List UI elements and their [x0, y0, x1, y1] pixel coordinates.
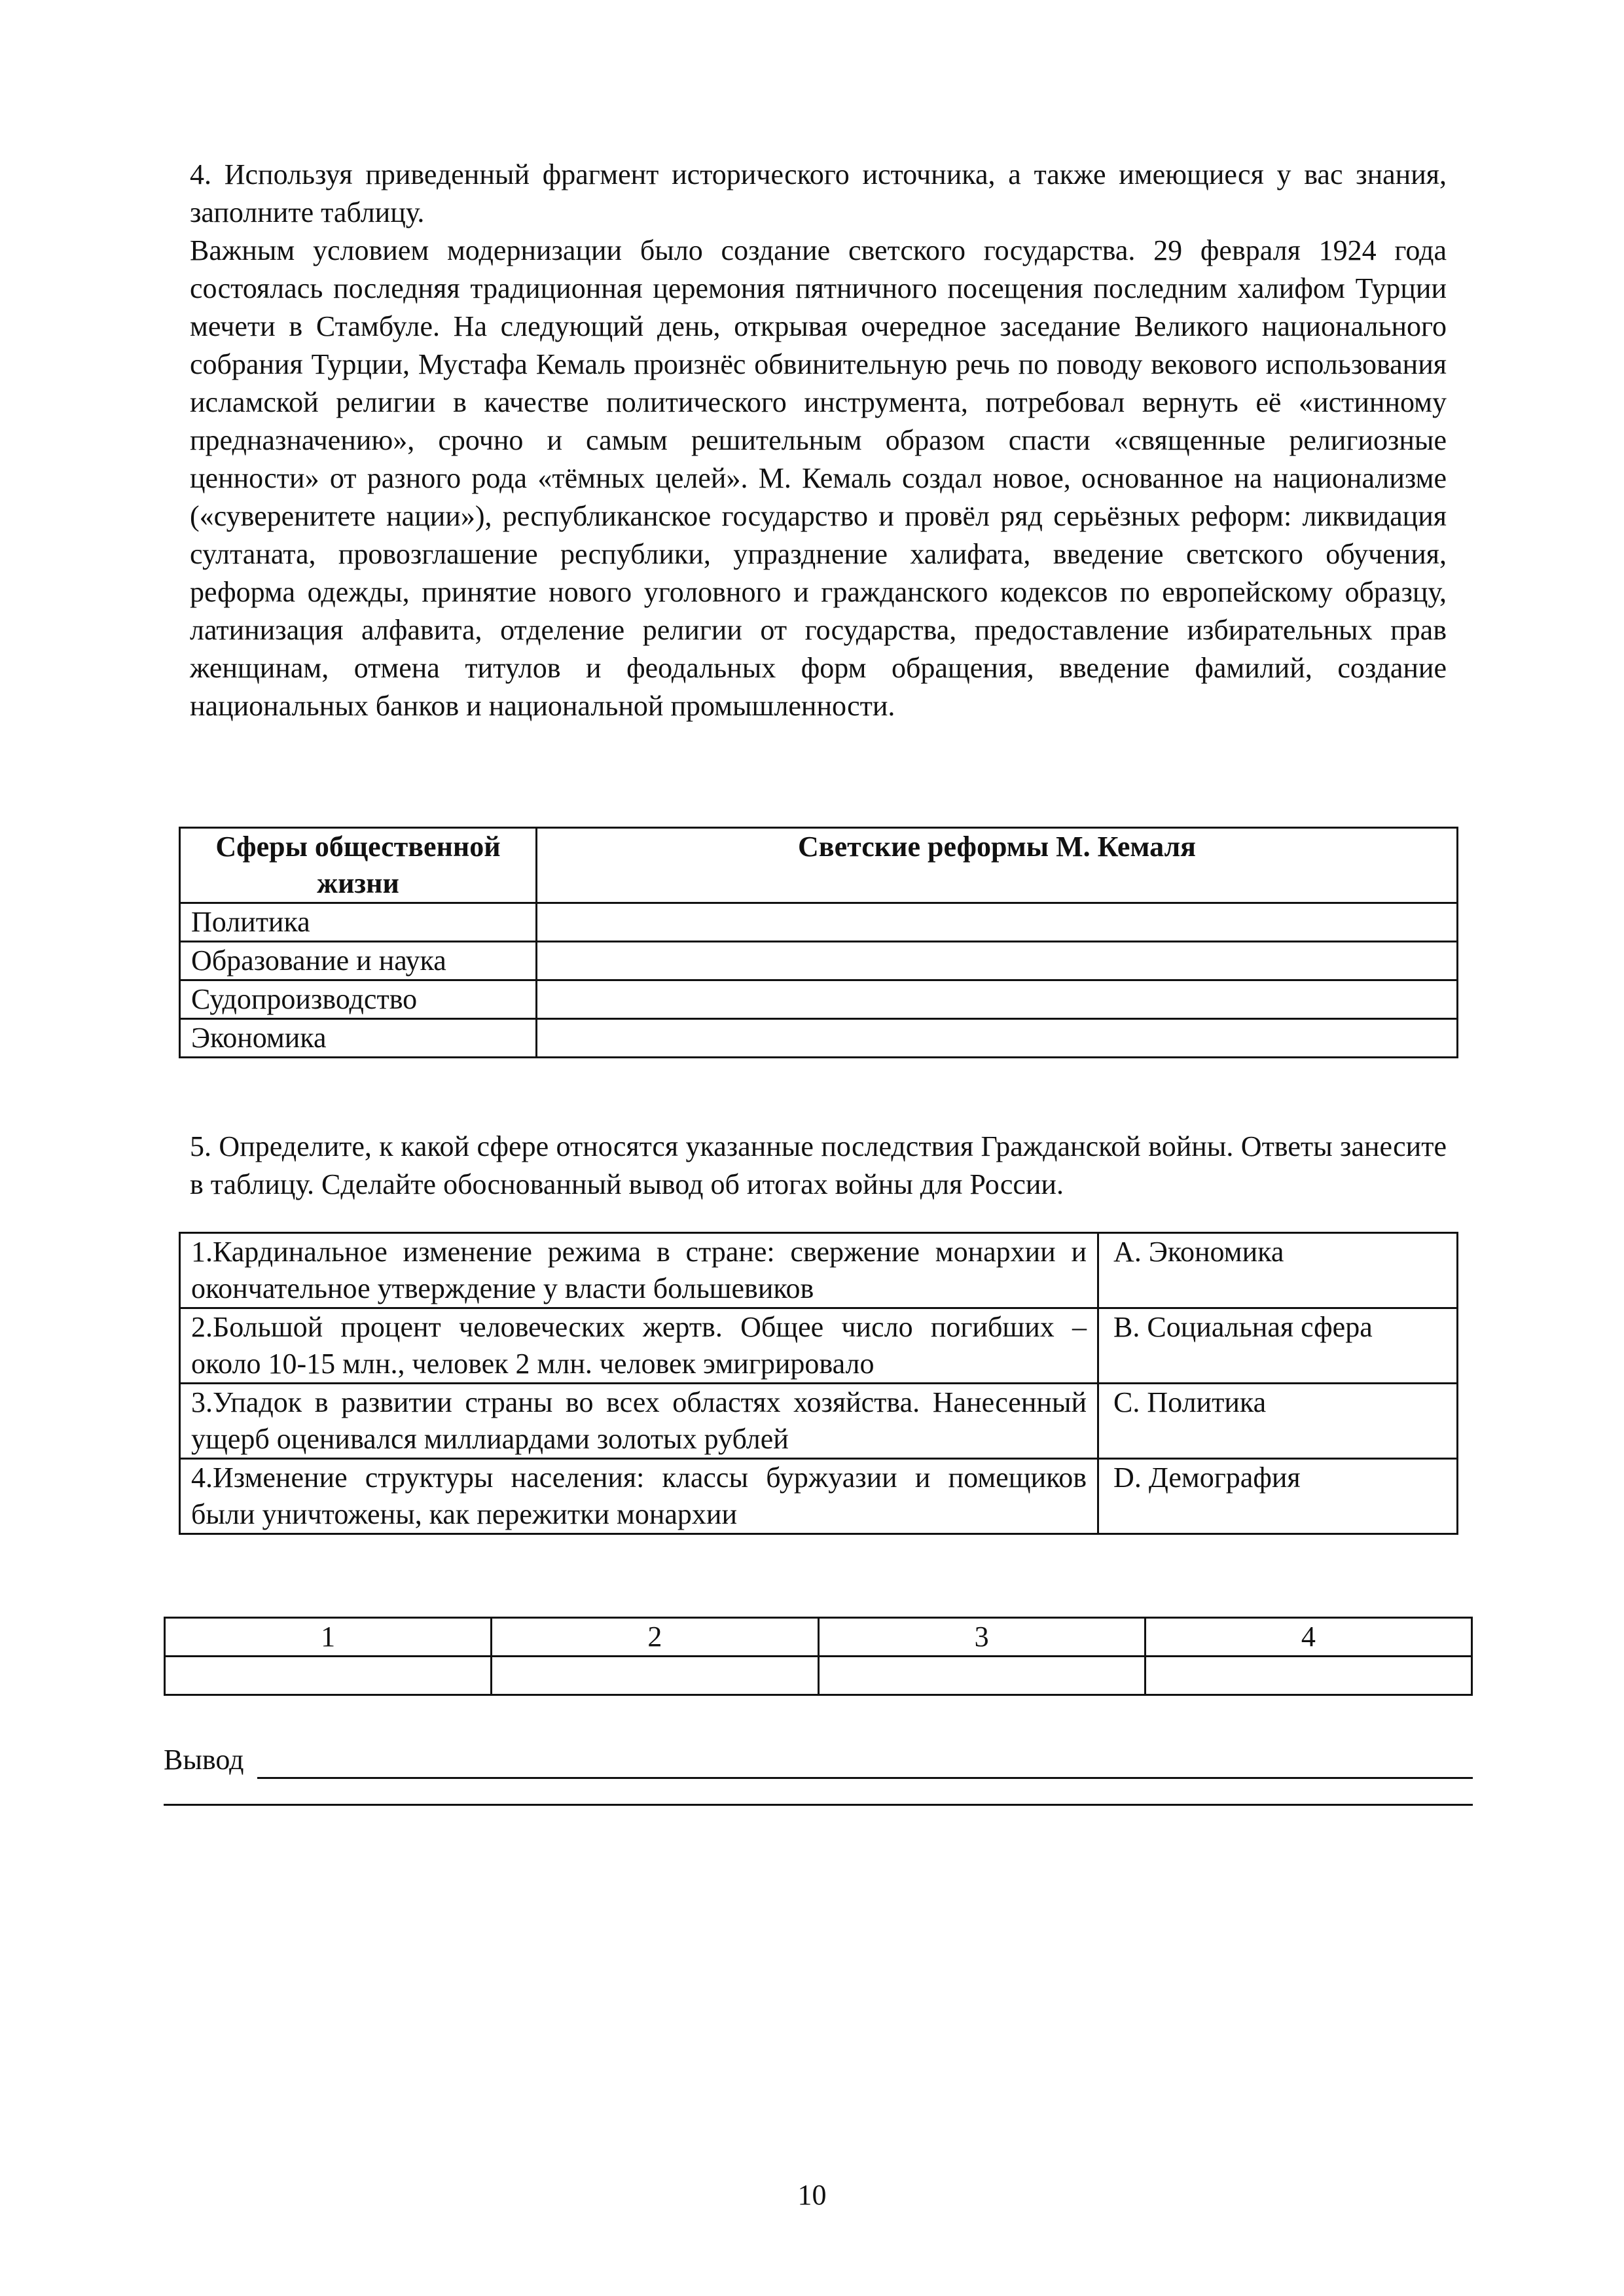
- task4-block: [190, 156, 1447, 725]
- sphere-option-cell: D. Демография: [1098, 1459, 1458, 1534]
- answer-cell[interactable]: [1145, 1657, 1471, 1695]
- consequences-table: [179, 1232, 1458, 1535]
- table-row: [180, 1233, 1458, 1308]
- reforms-table-header: [180, 828, 1458, 903]
- sphere-option-cell: A. Экономика: [1098, 1233, 1458, 1308]
- reforms-answer-cell[interactable]: [537, 942, 1458, 980]
- reforms-table: [179, 827, 1458, 1058]
- answer-header-cell: 3: [818, 1618, 1145, 1657]
- table-row: [180, 980, 1458, 1019]
- consequence-cell: 4.Изменение структуры населения: классы буржуазии и помещиков были уничтожены, как пережитки монархии: [180, 1459, 1098, 1534]
- conclusion-row: [164, 1741, 1473, 1779]
- reforms-answer-cell[interactable]: [537, 903, 1458, 942]
- task4-source-text: Важным условием модернизации было создание светского государства. 29 февраля 1924 года состоялась последняя традиционная церемония пятничного посещения последним халифом Турции мечети в Стамбуле. На следующий день, открывая очередное заседание Великого национального собрания Турции, Мустафа Кемаль произнёс обвинительную речь по поводу векового использования исламской религии в качестве политического инструмента, потребовал вернуть её «истинному предназначению», срочно и самым решительным образом спасти «священные религиозные ценности» от разного рода «тёмных целей». М. Кемаль создал новое, основанное на национализме («суверенитете нации»), республиканское государство и провёл ряд серьёзных реформ: ликвидация султаната, провозглашение республики, упразднение халифата, введение светского обучения, реформа одежды, принятие нового уголовного и гражданского кодексов по европейскому образцу, латинизация алфавита, отделение религии от государства, предоставление избирательных прав женщинам, отмена титулов и феодальных форм обращения, введение фамилий, создание национальных банков и национальной промышленности.: [190, 234, 1447, 722]
- consequence-cell: 2.Большой процент человеческих жертв. Общее число погибших – около 10-15 млн., человек 2 млн. человек эмигрировало: [180, 1308, 1098, 1384]
- conclusion-line[interactable]: [164, 1797, 1473, 1806]
- sphere-option-cell: B. Социальная сфера: [1098, 1308, 1458, 1384]
- task4-question: 4. Используя приведенный фрагмент исторического источника, а также имеющиеся у вас знания, заполните таблицу.: [190, 158, 1447, 228]
- conclusion-label: Вывод: [164, 1744, 244, 1776]
- page-number: 10: [797, 2179, 827, 2211]
- consequence-cell: 3.Упадок в развитии страны во всех областях хозяйства. Нанесенный ущерб оценивался миллиардами золотых рублей: [180, 1384, 1098, 1459]
- table-row: [180, 1459, 1458, 1534]
- sphere-cell: Политика: [180, 903, 537, 942]
- reforms-answer-cell[interactable]: [537, 980, 1458, 1019]
- answer-header-cell: 1: [165, 1618, 492, 1657]
- answer-header-cell: 4: [1145, 1618, 1471, 1657]
- task5-question: 5. Определите, к какой сфере относятся указанные последствия Гражданской войны. Ответы занесите в таблицу. Сделайте обоснованный вывод об итогах войны для России.: [190, 1130, 1447, 1200]
- header-reforms: Светские реформы М. Кемаля: [537, 828, 1458, 903]
- consequence-cell: 1.Кардинальное изменение режима в стране: свержение монархии и окончательное утверждение у власти большевиков: [180, 1233, 1098, 1308]
- answer-cell[interactable]: [492, 1657, 818, 1695]
- answer-header-row: [165, 1618, 1472, 1657]
- answer-cell[interactable]: [165, 1657, 492, 1695]
- conclusion-line[interactable]: [257, 1748, 1473, 1779]
- sphere-cell: Судопроизводство: [180, 980, 537, 1019]
- table-row: [180, 1308, 1458, 1384]
- header-sphere: Сферы общественной жизни: [180, 828, 537, 903]
- sphere-option-cell: C. Политика: [1098, 1384, 1458, 1459]
- answer-cell[interactable]: [818, 1657, 1145, 1695]
- answer-row: [165, 1657, 1472, 1695]
- table-row: [180, 1019, 1458, 1058]
- table-row: [180, 1384, 1458, 1459]
- answer-header-cell: 2: [492, 1618, 818, 1657]
- sphere-cell: Экономика: [180, 1019, 537, 1058]
- conclusion-section: [164, 1741, 1473, 1806]
- sphere-cell: Образование и наука: [180, 942, 537, 980]
- table-row: [180, 942, 1458, 980]
- reforms-answer-cell[interactable]: [537, 1019, 1458, 1058]
- table-row: [180, 903, 1458, 942]
- task5-block: [190, 1128, 1447, 1204]
- answer-grid: [164, 1617, 1473, 1696]
